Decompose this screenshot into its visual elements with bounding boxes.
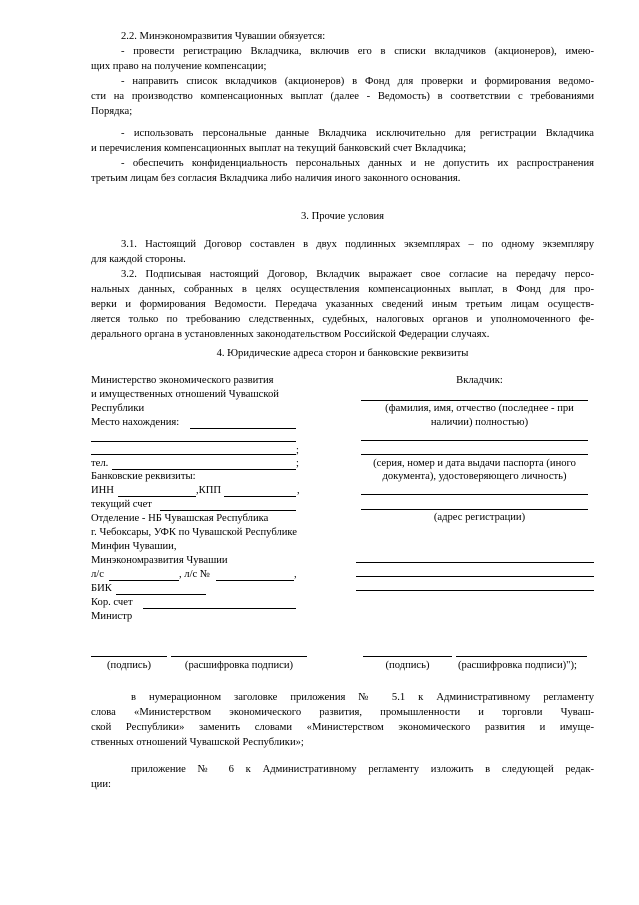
tail-line-5: приложение № 6 к Административному регламенту изложить в следующей редак- [131, 764, 594, 775]
bik-label: БИК [91, 583, 112, 594]
section-4-title: 4. Юридические адреса сторон и банковские реквизиты [216, 348, 469, 359]
right-sign-caption: (подпись) [385, 660, 430, 671]
dept-line: Отделение - НБ Чувашская Республика [91, 513, 269, 524]
minfin-line: Минфин Чувашии, [91, 541, 177, 552]
tail-line-2: слова «Министерством экономического развития, промышленности и торговли Чуваш- [91, 707, 594, 718]
pass-blank-2 [361, 494, 588, 495]
place-blank [190, 428, 296, 429]
ls2-blank [216, 580, 294, 581]
tail-line-3: ской Республики» заменить словами «Министерством экономического развития и имуще- [91, 722, 594, 733]
fio-caption-1: (фамилия, имя, отчество (последнее - при [385, 403, 574, 414]
tail-line-1: в нумерационном заголовке приложения № 5.1 к Административному регламенту [131, 692, 594, 703]
minister-label: Министр [91, 611, 133, 622]
ls2-comma: , [294, 569, 297, 580]
s3-line-3: 3.2. Подписывая настоящий Договор, Вкладчик выражает свое согласие на передачу персо- [121, 269, 594, 280]
s22-line-2: - провести регистрацию Вкладчика, включив его в списки вкладчиков (акционеров), имею- [121, 46, 594, 57]
reg-blank [361, 509, 588, 510]
place-blank-2 [91, 441, 296, 442]
reg-blank-2 [356, 562, 594, 563]
right-decode-caption: (расшифровка подписи)"); [458, 660, 577, 671]
fio-blank-2 [361, 440, 588, 441]
kpp-label: ,КПП [196, 485, 222, 496]
ls-blank [109, 580, 179, 581]
kpp-blank [224, 496, 296, 497]
acct-label: текущий счет [91, 499, 152, 510]
section-3-title: 3. Прочие условия [300, 211, 385, 222]
pass-caption-1: (серия, номер и дата выдачи паспорта (иного [373, 458, 576, 469]
s3-line-2: для каждой стороны. [91, 254, 186, 265]
bik-blank [116, 594, 206, 595]
ls-label: л/с [91, 569, 104, 580]
s3-line-5: верки и формирования Ведомости. Передача указанных сведений иным третьим лицам осуществ- [91, 299, 594, 310]
s22-line-10: третьим лицам без согласия Вкладчика либо наличия иного законного основания. [91, 173, 461, 184]
s22-line-6: Порядка; [91, 106, 133, 117]
fio-caption-2: наличии) полностью) [430, 417, 529, 428]
reg-blank-3 [356, 576, 594, 577]
s22-line-4: - направить список вкладчиков (акционеров) в Фонд для проверки и формирования ведомо- [121, 76, 594, 87]
fio-blank [361, 400, 588, 401]
left-org-line-1: Министерство экономического развития [91, 375, 274, 386]
right-title: Вкладчик: [456, 375, 503, 386]
left-org-line-2: и имущественных отношений Чувашской [91, 389, 279, 400]
left-place-label: Место нахождения: [91, 417, 180, 428]
left-sign-caption: (подпись) [107, 660, 151, 671]
bank-label: Банковские реквизиты: [91, 471, 196, 482]
s3-line-1: 3.1. Настоящий Договор составлен в двух подлинных экземплярах – по одному экземпляру [121, 239, 594, 250]
reg-blank-4 [356, 590, 594, 591]
tel-semicolon: ; [296, 458, 299, 469]
left-decode-line [171, 656, 307, 657]
left-org-line-3: Республики [91, 403, 145, 414]
s22-line-1: 2.2. Минэкономразвития Чувашии обязуется: [121, 31, 326, 42]
left-decode-caption: (расшифровка подписи) [184, 660, 294, 671]
tail-line-4: ственных отношений Чувашской Республики»; [91, 737, 304, 748]
city-line: г. Чебоксары, УФК по Чувашской Республике [91, 527, 298, 538]
s22-line-7: - использовать персональные данные Вкладчика исключительно для регистрации Вкладчика [121, 128, 594, 139]
reg-caption: (адрес регистрации) [433, 512, 526, 523]
minecon-line: Минэкономразвития Чувашии [91, 555, 228, 566]
pass-caption-2: документа), удостоверяющего личность) [382, 471, 567, 482]
inn-label: ИНН [91, 485, 114, 496]
tel-label: тел. [91, 458, 109, 469]
s22-line-8: и перечисления компенсационных выплат на текущий банковский счет Вкладчика; [91, 143, 467, 154]
ls2-label: , л/с № [179, 569, 210, 580]
place-semicolon: ; [296, 445, 299, 456]
acct-blank [160, 510, 296, 511]
right-sign-line [363, 656, 452, 657]
inn-blank [118, 496, 196, 497]
pass-blank [361, 454, 588, 455]
s3-line-4: нальных данных, собранных в целях осуществления компенсационных выплат, в Фонд для про- [91, 284, 594, 295]
kor-blank [143, 608, 296, 609]
s3-line-6: ляется только по требованию следственных, судебных, налоговых органов и уполномоченного фе- [91, 314, 594, 325]
place-blank-3 [91, 454, 296, 455]
right-decode-line [456, 656, 587, 657]
kor-label: Кор. счет [91, 597, 133, 608]
s22-line-9: - обеспечить конфиденциальность персональных данных и не допустить их распространения [121, 158, 594, 169]
s22-line-5: сти на производство компенсационных выплат (далее - Ведомость) в соответствии с требованиями [91, 91, 594, 102]
s22-line-3: щих право на получение компенсации; [91, 61, 267, 72]
tail-line-6: ции: [91, 779, 111, 790]
left-sign-line [91, 656, 167, 657]
kpp-comma: , [297, 485, 300, 496]
s3-line-7: дерального органа в установленных законодательством Российской Федерации случаях. [91, 329, 490, 340]
